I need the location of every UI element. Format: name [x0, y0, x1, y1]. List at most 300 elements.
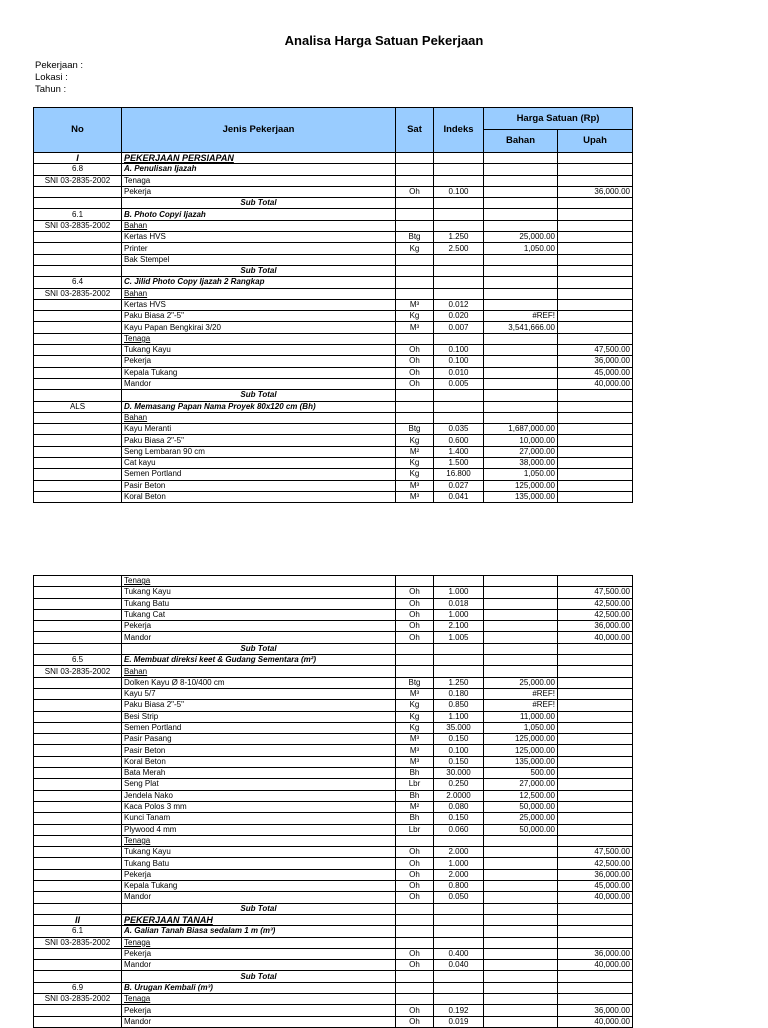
jenis-cell: Sub Total: [122, 903, 396, 914]
table-row: [34, 677, 633, 688]
table-row: [34, 609, 633, 620]
no-cell: [34, 948, 122, 959]
subtotal-row: [34, 265, 633, 276]
no-cell: [34, 1005, 122, 1016]
indeks-cell: [434, 209, 484, 220]
indeks-cell: 0.850: [434, 700, 484, 711]
table-row: [34, 322, 633, 333]
jenis-cell: Besi Strip: [122, 711, 396, 722]
jenis-cell: Bahan: [122, 412, 396, 423]
table-row: [34, 220, 633, 231]
indeks-cell: 0.150: [434, 813, 484, 824]
no-cell: [34, 333, 122, 344]
upah-cell: [558, 982, 633, 993]
jenis-cell: Kertas HVS: [122, 232, 396, 243]
indeks-cell: 1.250: [434, 677, 484, 688]
bahan-cell: [484, 587, 558, 598]
jenis-cell: Mandor: [122, 892, 396, 903]
upah-cell: [558, 801, 633, 812]
meta-pekerjaan: Pekerjaan :: [35, 60, 84, 71]
indeks-cell: 0.150: [434, 734, 484, 745]
table-row: [34, 666, 633, 677]
sat-cell: Oh: [396, 1005, 434, 1016]
no-cell: II: [34, 915, 122, 926]
indeks-cell: [434, 164, 484, 175]
indeks-cell: [434, 277, 484, 288]
header-indeks: Indeks: [434, 108, 484, 153]
indeks-cell: 0.100: [434, 345, 484, 356]
upah-cell: 36,000.00: [558, 948, 633, 959]
jenis-cell: Tukang Kayu: [122, 847, 396, 858]
jenis-cell: Bahan: [122, 666, 396, 677]
sat-cell: Oh: [396, 948, 434, 959]
sat-cell: Oh: [396, 367, 434, 378]
upah-cell: [558, 779, 633, 790]
table-row: [34, 632, 633, 643]
upah-cell: [558, 243, 633, 254]
indeks-cell: 0.150: [434, 756, 484, 767]
bahan-cell: 50,000.00: [484, 824, 558, 835]
table-row: [34, 299, 633, 310]
jenis-cell: Pasir Beton: [122, 480, 396, 491]
jenis-cell: B. Urugan Kembali (m³): [122, 982, 396, 993]
analysis-table-2: [33, 575, 633, 915]
table-row: [34, 835, 633, 846]
bahan-cell: [484, 609, 558, 620]
sat-cell: M³: [396, 322, 434, 333]
indeks-cell: 0.100: [434, 745, 484, 756]
upah-cell: [558, 175, 633, 186]
no-cell: [34, 435, 122, 446]
upah-cell: [558, 311, 633, 322]
no-cell: 6.4: [34, 277, 122, 288]
table-row: [34, 994, 633, 1005]
upah-cell: [558, 971, 633, 982]
upah-cell: [558, 458, 633, 469]
no-cell: [34, 801, 122, 812]
jenis-cell: Mandor: [122, 632, 396, 643]
jenis-cell: A. Galian Tanah Biasa sedalam 1 m (m³): [122, 926, 396, 937]
meta-tahun: Tahun :: [35, 84, 67, 95]
upah-cell: [558, 333, 633, 344]
table-row: [34, 745, 633, 756]
indeks-cell: 2.000: [434, 847, 484, 858]
bahan-cell: 3,541,666.00: [484, 322, 558, 333]
header-jenis: Jenis Pekerjaan: [122, 108, 396, 153]
sat-cell: Kg: [396, 722, 434, 733]
indeks-cell: [434, 288, 484, 299]
indeks-cell: 1.005: [434, 632, 484, 643]
upah-cell: [558, 435, 633, 446]
indeks-cell: 0.027: [434, 480, 484, 491]
sat-cell: [396, 390, 434, 401]
table-row: [34, 367, 633, 378]
sat-cell: Btg: [396, 677, 434, 688]
bahan-cell: [484, 835, 558, 846]
sat-cell: Kg: [396, 469, 434, 480]
bahan-cell: [484, 948, 558, 959]
table-row: [34, 243, 633, 254]
upah-cell: [558, 813, 633, 824]
no-cell: [34, 768, 122, 779]
bahan-cell: [484, 153, 558, 164]
bahan-cell: 27,000.00: [484, 446, 558, 457]
upah-cell: 42,500.00: [558, 609, 633, 620]
jenis-cell: Seng Plat: [122, 779, 396, 790]
table-row: [34, 779, 633, 790]
no-cell: [34, 311, 122, 322]
upah-cell: 47,500.00: [558, 847, 633, 858]
indeks-cell: 16.800: [434, 469, 484, 480]
header-bahan: Bahan: [484, 130, 558, 153]
sat-cell: [396, 401, 434, 412]
jenis-cell: Kunci Tanam: [122, 813, 396, 824]
bahan-cell: 135,000.00: [484, 491, 558, 502]
no-cell: [34, 576, 122, 587]
header-harga: Harga Satuan (Rp): [484, 108, 633, 130]
section-row: [34, 153, 633, 164]
no-cell: [34, 677, 122, 688]
sat-cell: [396, 164, 434, 175]
jenis-cell: Koral Beton: [122, 491, 396, 502]
table-row: [34, 412, 633, 423]
indeks-cell: 0.250: [434, 779, 484, 790]
jenis-cell: Paku Biasa 2"-5": [122, 700, 396, 711]
bahan-cell: [484, 621, 558, 632]
bahan-cell: 11,000.00: [484, 711, 558, 722]
upah-cell: [558, 446, 633, 457]
jenis-cell: Kayu Papan Bengkirai 3/20: [122, 322, 396, 333]
table-row: [34, 424, 633, 435]
no-cell: [34, 734, 122, 745]
upah-cell: [558, 480, 633, 491]
table-row: [34, 621, 633, 632]
jenis-cell: Kepala Tukang: [122, 367, 396, 378]
table-row: [34, 469, 633, 480]
item-header-row: [34, 164, 633, 175]
sat-cell: M³: [396, 299, 434, 310]
subtotal-row: [34, 198, 633, 209]
no-cell: I: [34, 153, 122, 164]
upah-cell: 45,000.00: [558, 367, 633, 378]
sat-cell: [396, 333, 434, 344]
jenis-cell: Paku Biasa 2"-5": [122, 311, 396, 322]
sat-cell: Kg: [396, 711, 434, 722]
jenis-cell: Pekerja: [122, 1005, 396, 1016]
upah-cell: [558, 994, 633, 1005]
bahan-cell: [484, 1005, 558, 1016]
indeks-cell: 0.010: [434, 367, 484, 378]
jenis-cell: A. Penulisan Ijazah: [122, 164, 396, 175]
table-row: [34, 491, 633, 502]
jenis-cell: Mandor: [122, 960, 396, 971]
upah-cell: [558, 768, 633, 779]
indeks-cell: 0.035: [434, 424, 484, 435]
upah-cell: 42,500.00: [558, 858, 633, 869]
sat-cell: [396, 265, 434, 276]
upah-cell: [558, 198, 633, 209]
jenis-cell: Semen Portland: [122, 722, 396, 733]
table-row: [34, 892, 633, 903]
indeks-cell: 0.800: [434, 881, 484, 892]
sat-cell: Oh: [396, 847, 434, 858]
bahan-cell: [484, 288, 558, 299]
sat-cell: Oh: [396, 858, 434, 869]
sat-cell: [396, 576, 434, 587]
bahan-cell: 1,687,000.00: [484, 424, 558, 435]
indeks-cell: [434, 333, 484, 344]
sat-cell: Bh: [396, 813, 434, 824]
jenis-cell: Pekerja: [122, 621, 396, 632]
jenis-cell: E. Membuat direksi keet & Gudang Sementara (m²): [122, 655, 396, 666]
bahan-cell: [484, 858, 558, 869]
jenis-cell: PEKERJAAN PERSIAPAN: [122, 153, 396, 164]
indeks-cell: 0.100: [434, 356, 484, 367]
table-row: [34, 576, 633, 587]
jenis-cell: Semen Portland: [122, 469, 396, 480]
bahan-cell: [484, 198, 558, 209]
upah-cell: 40,000.00: [558, 892, 633, 903]
indeks-cell: 2.500: [434, 243, 484, 254]
indeks-cell: 1.100: [434, 711, 484, 722]
table-row: [34, 756, 633, 767]
indeks-cell: 30.000: [434, 768, 484, 779]
indeks-cell: 0.180: [434, 688, 484, 699]
jenis-cell: Tukang Batu: [122, 598, 396, 609]
bahan-cell: [484, 869, 558, 880]
upah-cell: [558, 209, 633, 220]
no-cell: [34, 858, 122, 869]
table-row: [34, 232, 633, 243]
bahan-cell: 1,050.00: [484, 469, 558, 480]
table-row: [34, 1005, 633, 1016]
indeks-cell: 0.007: [434, 322, 484, 333]
jenis-cell: Paku Biasa 2"-5": [122, 435, 396, 446]
no-cell: [34, 847, 122, 858]
indeks-cell: [434, 994, 484, 1005]
no-cell: [34, 745, 122, 756]
no-cell: SNI 03-2835-2002: [34, 175, 122, 186]
indeks-cell: 1.000: [434, 609, 484, 620]
upah-cell: [558, 655, 633, 666]
jenis-cell: Sub Total: [122, 390, 396, 401]
no-cell: [34, 960, 122, 971]
bahan-cell: [484, 333, 558, 344]
sat-cell: Oh: [396, 621, 434, 632]
upah-cell: [558, 666, 633, 677]
table-row: [34, 345, 633, 356]
indeks-cell: 0.012: [434, 299, 484, 310]
sat-cell: [396, 666, 434, 677]
table-row: [34, 881, 633, 892]
sat-cell: [396, 982, 434, 993]
no-cell: [34, 469, 122, 480]
bahan-cell: [484, 847, 558, 858]
indeks-cell: [434, 655, 484, 666]
jenis-cell: Tenaga: [122, 994, 396, 1005]
table-row: [34, 446, 633, 457]
subtotal-row: [34, 643, 633, 654]
upah-cell: 40,000.00: [558, 1016, 633, 1027]
table-row: [34, 435, 633, 446]
sat-cell: [396, 277, 434, 288]
sat-cell: [396, 643, 434, 654]
table-row: [34, 186, 633, 197]
indeks-cell: 0.019: [434, 1016, 484, 1027]
bahan-cell: [484, 598, 558, 609]
bahan-cell: [484, 345, 558, 356]
bahan-cell: [484, 903, 558, 914]
item-header-row: [34, 926, 633, 937]
indeks-cell: [434, 254, 484, 265]
indeks-cell: [434, 971, 484, 982]
upah-cell: [558, 734, 633, 745]
indeks-cell: 35.000: [434, 722, 484, 733]
no-cell: [34, 722, 122, 733]
upah-cell: 45,000.00: [558, 881, 633, 892]
jenis-cell: Bata Merah: [122, 768, 396, 779]
bahan-cell: [484, 960, 558, 971]
no-cell: [34, 254, 122, 265]
bahan-cell: [484, 299, 558, 310]
sat-cell: Kg: [396, 243, 434, 254]
no-cell: [34, 892, 122, 903]
no-cell: [34, 790, 122, 801]
sat-cell: [396, 971, 434, 982]
sat-cell: [396, 153, 434, 164]
table-row: [34, 700, 633, 711]
jenis-cell: Cat kayu: [122, 458, 396, 469]
sat-cell: Oh: [396, 881, 434, 892]
sat-cell: [396, 994, 434, 1005]
bahan-cell: [484, 390, 558, 401]
indeks-cell: [434, 390, 484, 401]
no-cell: [34, 609, 122, 620]
sat-cell: Oh: [396, 345, 434, 356]
bahan-cell: 125,000.00: [484, 480, 558, 491]
indeks-cell: [434, 175, 484, 186]
bahan-cell: [484, 220, 558, 231]
bahan-cell: [484, 632, 558, 643]
sat-cell: M³: [396, 734, 434, 745]
sat-cell: Kg: [396, 311, 434, 322]
upah-cell: 42,500.00: [558, 598, 633, 609]
no-cell: [34, 779, 122, 790]
indeks-cell: 0.050: [434, 892, 484, 903]
sat-cell: Oh: [396, 356, 434, 367]
indeks-cell: 0.080: [434, 801, 484, 812]
jenis-cell: Mandor: [122, 1016, 396, 1027]
indeks-cell: [434, 265, 484, 276]
no-cell: [34, 598, 122, 609]
indeks-cell: [434, 643, 484, 654]
subtotal-row: [34, 390, 633, 401]
jenis-cell: Bahan: [122, 220, 396, 231]
no-cell: [34, 700, 122, 711]
no-cell: SNI 03-2835-2002: [34, 937, 122, 948]
upah-cell: 40,000.00: [558, 378, 633, 389]
no-cell: 6.1: [34, 209, 122, 220]
table-row: [34, 254, 633, 265]
bahan-cell: [484, 356, 558, 367]
item-header-row: [34, 277, 633, 288]
indeks-cell: [434, 835, 484, 846]
table-row: [34, 937, 633, 948]
analysis-table-3: [33, 914, 633, 1028]
bahan-cell: #REF!: [484, 688, 558, 699]
table-row: [34, 378, 633, 389]
bahan-cell: 1,050.00: [484, 722, 558, 733]
jenis-cell: Pekerja: [122, 186, 396, 197]
bahan-cell: [484, 209, 558, 220]
upah-cell: 40,000.00: [558, 632, 633, 643]
jenis-cell: Tukang Batu: [122, 858, 396, 869]
upah-cell: 36,000.00: [558, 621, 633, 632]
no-cell: [34, 367, 122, 378]
jenis-cell: C. Jilid Photo Copy Ijazah 2 Rangkap: [122, 277, 396, 288]
jenis-cell: Kaca Polos 3 mm: [122, 801, 396, 812]
no-cell: [34, 881, 122, 892]
jenis-cell: B. Photo Copyi Ijazah: [122, 209, 396, 220]
bahan-cell: 12,500.00: [484, 790, 558, 801]
sat-cell: M³: [396, 688, 434, 699]
indeks-cell: 1.400: [434, 446, 484, 457]
jenis-cell: Pekerja: [122, 948, 396, 959]
bahan-cell: 125,000.00: [484, 734, 558, 745]
header-sat: Sat: [396, 108, 434, 153]
bahan-cell: [484, 643, 558, 654]
jenis-cell: Printer: [122, 243, 396, 254]
no-cell: [34, 299, 122, 310]
item-header-row: [34, 209, 633, 220]
sat-cell: Bh: [396, 790, 434, 801]
sat-cell: Oh: [396, 632, 434, 643]
jenis-cell: Pasir Pasang: [122, 734, 396, 745]
sat-cell: Btg: [396, 424, 434, 435]
jenis-cell: Tukang Kayu: [122, 345, 396, 356]
item-header-row: [34, 401, 633, 412]
upah-cell: [558, 790, 633, 801]
upah-cell: [558, 220, 633, 231]
upah-cell: [558, 153, 633, 164]
upah-cell: [558, 288, 633, 299]
table-row: [34, 333, 633, 344]
no-cell: ALS: [34, 401, 122, 412]
header-upah: Upah: [558, 130, 633, 153]
jenis-cell: Kayu Meranti: [122, 424, 396, 435]
upah-cell: [558, 277, 633, 288]
jenis-cell: Tenaga: [122, 937, 396, 948]
sat-cell: [396, 835, 434, 846]
upah-cell: [558, 643, 633, 654]
upah-cell: 36,000.00: [558, 356, 633, 367]
jenis-cell: Plywood 4 mm: [122, 824, 396, 835]
jenis-cell: Kayu 5/7: [122, 688, 396, 699]
sat-cell: [396, 937, 434, 948]
sat-cell: Oh: [396, 1016, 434, 1027]
upah-cell: [558, 401, 633, 412]
no-cell: [34, 265, 122, 276]
upah-cell: [558, 576, 633, 587]
table-row: [34, 458, 633, 469]
table-row: [34, 813, 633, 824]
jenis-cell: Tukang Kayu: [122, 587, 396, 598]
bahan-cell: 25,000.00: [484, 813, 558, 824]
item-header-row: [34, 982, 633, 993]
sat-cell: Btg: [396, 232, 434, 243]
jenis-cell: Dolken Kayu Ø 8-10/400 cm: [122, 677, 396, 688]
indeks-cell: 2.000: [434, 869, 484, 880]
